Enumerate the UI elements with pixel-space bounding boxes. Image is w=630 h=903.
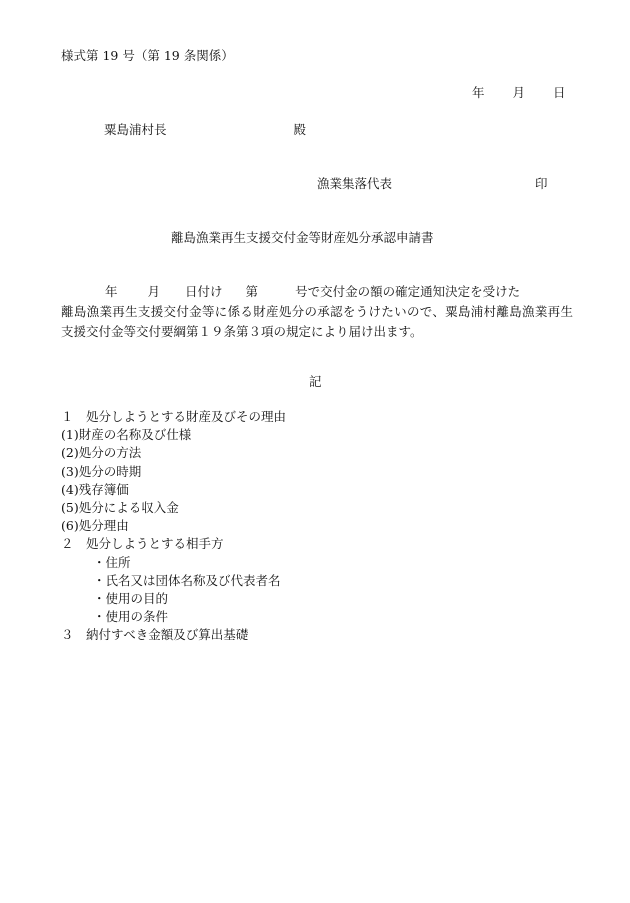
date-line	[472, 84, 566, 102]
applicant-seal: 印	[535, 176, 548, 191]
list-item: ・使用の目的	[93, 591, 169, 607]
body-month: 月	[147, 284, 161, 299]
addressee	[104, 121, 306, 139]
list-item: ・住所	[93, 554, 131, 570]
date-year: 年	[472, 85, 485, 100]
body-rest: 号で交付金の額の確定通知決定を受けた	[295, 284, 521, 299]
applicant-label: 漁業集落代表	[317, 176, 393, 191]
applicant	[317, 175, 548, 193]
addressee-honorific: 殿	[293, 122, 307, 137]
list-item: (5)処分による収入金	[61, 500, 179, 516]
list-item: (4)残存簿価	[61, 481, 129, 497]
body-first-line	[61, 282, 573, 302]
addressee-name: 粟島浦村長	[104, 122, 167, 137]
list-item: ２ 処分しようとする相手方	[61, 536, 224, 552]
list-item: １ 処分しようとする財産及びその理由	[61, 409, 287, 424]
list-item: (3)処分の時期	[61, 463, 142, 479]
document-title: 離島漁業再生支援交付金等財産処分承認申請書	[171, 230, 434, 245]
date-month: 月	[512, 85, 526, 100]
list-item: (6)処分理由	[61, 518, 129, 534]
list-item: ３ 納付すべき金額及び算出基礎	[61, 627, 249, 643]
body-text: 離島漁業再生支援交付金等に係る財産処分の承認をうけたいので、粟島浦村離島漁業再生支援交付金等交付要綱第１９条第３項の規定により届け出ます。	[61, 304, 573, 339]
form-number: 様式第 19 号（第 19 条関係）	[61, 48, 234, 63]
body-year: 年	[105, 284, 118, 299]
body-dai: 第	[245, 284, 259, 299]
list-item: ・使用の条件	[93, 609, 169, 625]
body-paragraph	[61, 282, 573, 342]
body-day: 日付け	[185, 284, 223, 299]
list-item: (2)処分の方法	[61, 445, 142, 461]
ki-heading: 記	[309, 374, 322, 389]
list-item: (1)財産の名称及び仕様	[61, 427, 192, 443]
date-day: 日	[553, 85, 566, 100]
list-item: ・氏名又は団体名称及び代表者名	[93, 572, 281, 588]
item-list	[61, 408, 581, 645]
